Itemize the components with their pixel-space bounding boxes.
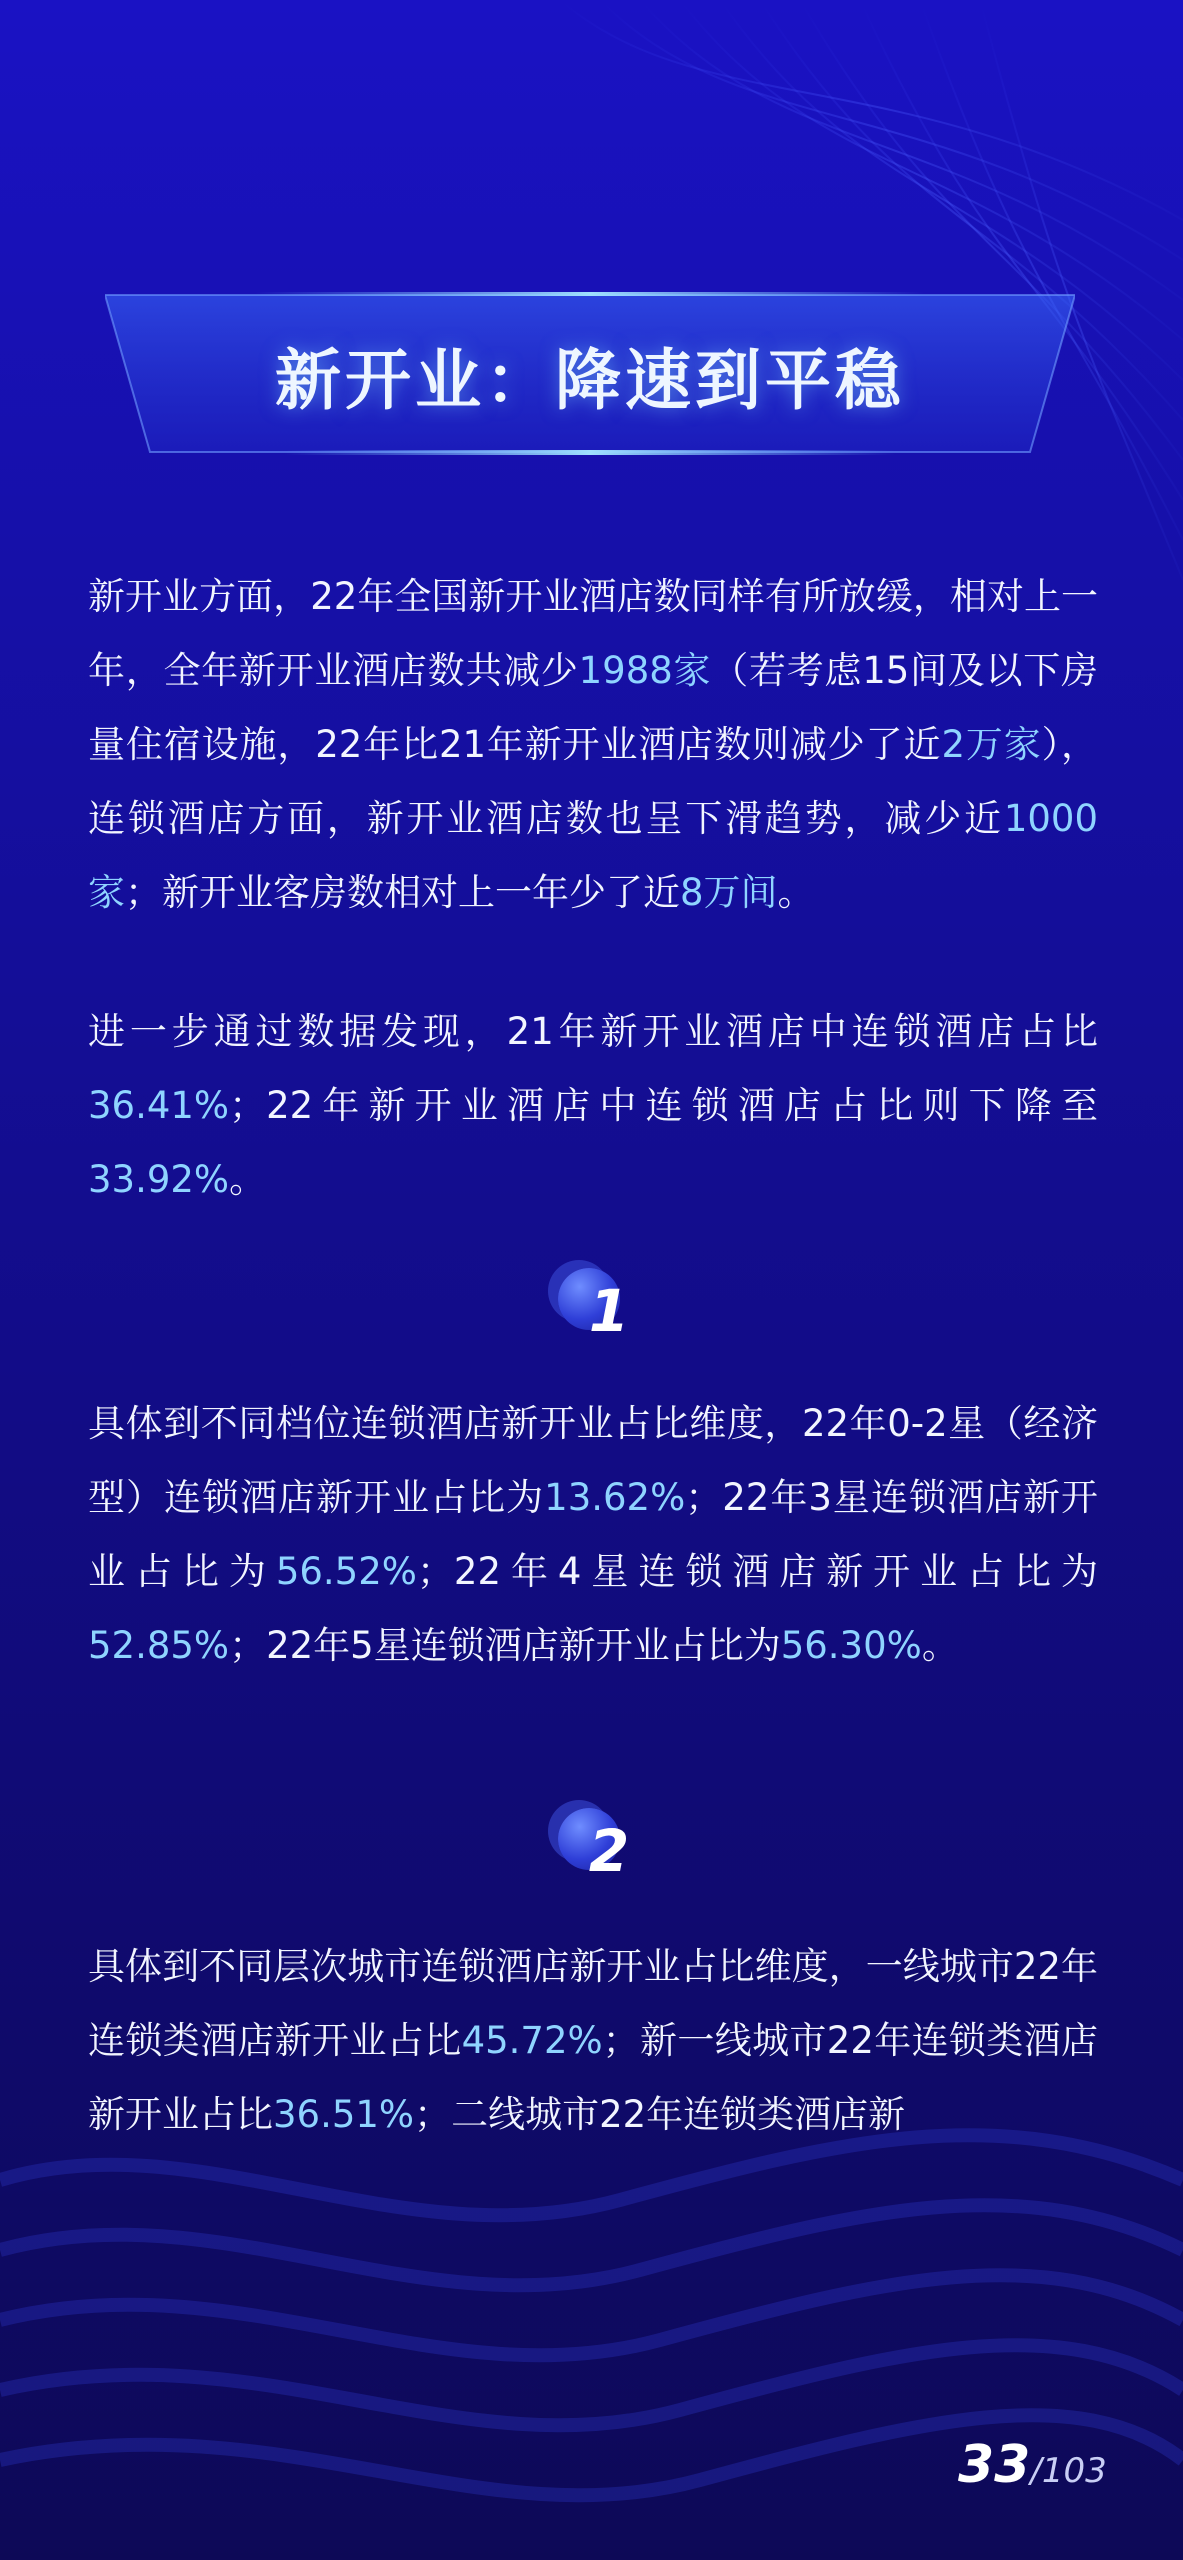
page-total: /103: [1030, 2451, 1107, 2491]
section-number-badge-2: [540, 1790, 650, 1900]
highlight-figure: 56.30%: [780, 1624, 922, 1667]
body-text: 。: [777, 871, 815, 914]
body-text: 。: [229, 1158, 267, 1201]
paragraph-chain-share: [88, 995, 1098, 1217]
highlight-figure: 56.52%: [275, 1550, 417, 1593]
highlight-figure: 1988家: [578, 649, 712, 692]
body-text: 具体到不同层次城市连锁酒店新开业占比维度，一线城市22年连锁类酒店新开业占比: [88, 1945, 1098, 2062]
highlight-figure: 8万间: [680, 871, 778, 914]
highlight-figure: 2万家: [941, 723, 1042, 766]
body-text: 新开业方面，22年全国新开业酒店数同样有所放缓，相对上一年，全年新开业酒店数共减少: [88, 575, 1098, 692]
page-number: [958, 2435, 1107, 2495]
page-current: 33: [958, 2435, 1031, 2495]
body-text: 。: [921, 1624, 959, 1667]
page-title: 新开业：降速到平稳: [275, 342, 905, 419]
body-text: ），连锁酒店方面，新开业酒店数也呈下滑趋势，减少近: [88, 723, 1098, 840]
highlight-figure: 45.72%: [461, 2019, 603, 2062]
body-text: 进一步通过数据发现，21年新开业酒店中连锁酒店占比: [88, 1010, 1098, 1053]
highlight-figure: 33.92%: [88, 1158, 230, 1201]
highlight-figure: 13.62%: [544, 1476, 686, 1519]
badge-number: 2: [588, 1817, 630, 1885]
body-text: ；22年新开业酒店中连锁酒店占比则下降至: [229, 1084, 1098, 1127]
paragraph-star-level-share: [88, 1387, 1098, 1683]
body-text: ；二线城市22年连锁类酒店新: [414, 2093, 906, 2136]
title-banner: [105, 292, 1075, 457]
body-text: ；22年4星连锁酒店新开业占比为: [416, 1550, 1099, 1593]
section-number-badge-1: [540, 1250, 650, 1360]
highlight-figure: 36.51%: [273, 2093, 415, 2136]
body-text: ；22年5星连锁酒店新开业占比为: [229, 1624, 781, 1667]
badge-number: 1: [588, 1277, 630, 1345]
highlight-figure: 52.85%: [88, 1624, 230, 1667]
body-text: （若考虑15间及以下房量住宿设施，22年比21年新开业酒店数则减少了近: [88, 649, 1098, 766]
body-text: ；新一线城市22年连锁类酒店新开业占比: [88, 2019, 1098, 2136]
paragraph-new-openings: [88, 560, 1098, 930]
body-text: 具体到不同档位连锁酒店新开业占比维度，22年0-2星（经济型）连锁酒店新开业占比为: [88, 1402, 1098, 1519]
highlight-figure: 36.41%: [88, 1084, 230, 1127]
paragraph-city-tier-share: [88, 1930, 1098, 2152]
highlight-figure: 1000家: [88, 797, 1098, 914]
body-text: ；22年3星连锁酒店新开业占比为: [88, 1476, 1099, 1593]
body-text: ；新开业客房数相对上一年少了近: [125, 871, 680, 914]
